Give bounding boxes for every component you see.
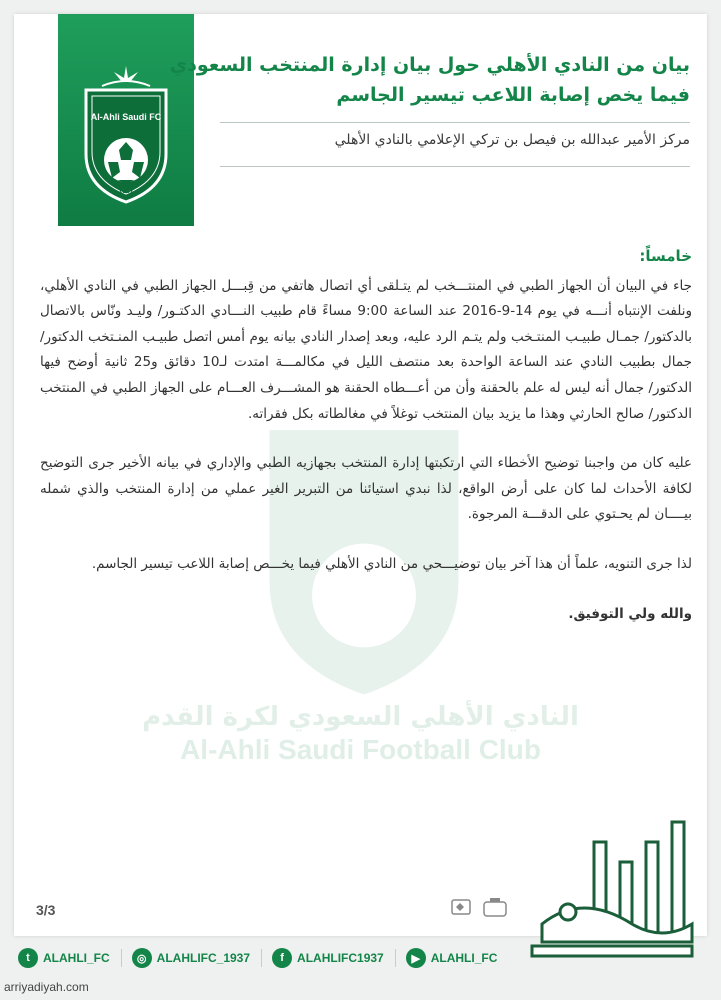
header xyxy=(169,44,690,234)
divider xyxy=(220,166,690,167)
instagram-icon: ◎ xyxy=(132,948,152,968)
twitter-link[interactable] xyxy=(18,948,122,968)
facebook-handle: ALAHLIFC1937 xyxy=(297,951,384,965)
page-subtitle: مركز الأمير عبدالله بن فيصل بن تركي الإعلامي بالنادي الأهلي xyxy=(334,132,690,148)
arriyadiyah-overlay-logo-icon xyxy=(522,812,708,972)
paragraph-1: جاء في البيان أن الجهاز الطبي في المنتـــخب لم يتـلقى أي اتصال هاتفي من قِبـــل الجهاز الطبي في النادي الأهلي، ونلفت الإنتباه أنـــه في يوم 14-9-2016 عند الساعة 9:00 مساءً قام طبيب النـــادي الدكتـور/ وليـد ونّاس بالاتصال بالدكتور/ جمـال طبيـب المنتـخب ولم يتـم الرد عليه، وبعد إصدار النادي بيانه يوم أمس اتصل طبيـب المنـتخب الدكتور/ جمال بطبيب النادي عند الساعة الواحدة بعد منتصف الليل في مكالمـــة امتدت لـ10 دقائق و25 ثانية أوضح فيها الدكتور/ جمال أنه ليس له علم بالحقنة وأن من أعـــطاه الحقنة هو المشـــرف العـــام على الجهاز الطبي في المنتخب الدكتور/ صالح الحارثي وهذا ما يزيد بيان المنتخب توغلاً في مغالطاته بكل فقراته. xyxy=(40,277,692,422)
instagram-handle: ALAHLIFC_1937 xyxy=(156,951,251,965)
site-watermark: arriyadiyah.com xyxy=(4,980,89,994)
youtube-link[interactable] xyxy=(406,948,498,968)
twitter-icon: t xyxy=(18,948,38,968)
instagram-link[interactable] xyxy=(132,948,262,968)
watermark-arabic: النادي الأهلي السعودي لكرة القدم xyxy=(142,702,579,732)
sponsor-logos-icon xyxy=(448,894,512,924)
section-heading: خامساً: xyxy=(639,247,692,265)
statement-body xyxy=(40,244,692,627)
divider xyxy=(261,949,262,967)
youtube-icon: ▶ xyxy=(406,948,426,968)
paragraph-2: عليه كان من واجبنا توضيح الأخطاء التي ارتكبتها إدارة المنتخب بجهازيه الطبي والإداري في بيانه الأخير جرى التوضيح لكافة الأحداث لما كان على أرض الواقع، لذا نبدي استيائنا من التبرير الغير عملي من إدارة المنتخب والذي شمله بيــــان لم يحـتوي على الدقـــة المرجوة. xyxy=(40,455,692,523)
facebook-icon: f xyxy=(272,948,292,968)
page-title: بيان من النادي الأهلي حول بيان إدارة المنتخب السعودي xyxy=(169,54,690,76)
svg-text:Al-Ahli Saudi FC: Al-Ahli Saudi FC xyxy=(90,112,162,122)
divider xyxy=(121,949,122,967)
social-footer xyxy=(18,944,518,972)
closing-line: والله ولي التوفيق. xyxy=(568,605,692,622)
header-logo-band xyxy=(58,14,194,226)
club-crest-icon xyxy=(78,62,174,206)
twitter-handle: ALAHLI_FC xyxy=(43,951,110,965)
divider xyxy=(395,949,396,967)
svg-text:1937: 1937 xyxy=(118,188,134,195)
youtube-handle: ALAHLI_FC xyxy=(430,951,498,965)
paragraph-3: لذا جرى التنويه، علماً أن هذا آخر بيان توضيـــحي من النادي الأهلي فيما يخـــص إصابة اللاعب تيسير الجاسم. xyxy=(91,555,692,572)
watermark-english: Al-Ahli Saudi Football Club xyxy=(180,734,541,765)
page-title-line2: فيما يخص إصابة اللاعب تيسير الجاسم xyxy=(336,84,690,106)
divider xyxy=(220,122,690,123)
page-number: 3/3 xyxy=(36,902,56,918)
facebook-link[interactable] xyxy=(272,948,396,968)
statement-page xyxy=(14,14,707,936)
